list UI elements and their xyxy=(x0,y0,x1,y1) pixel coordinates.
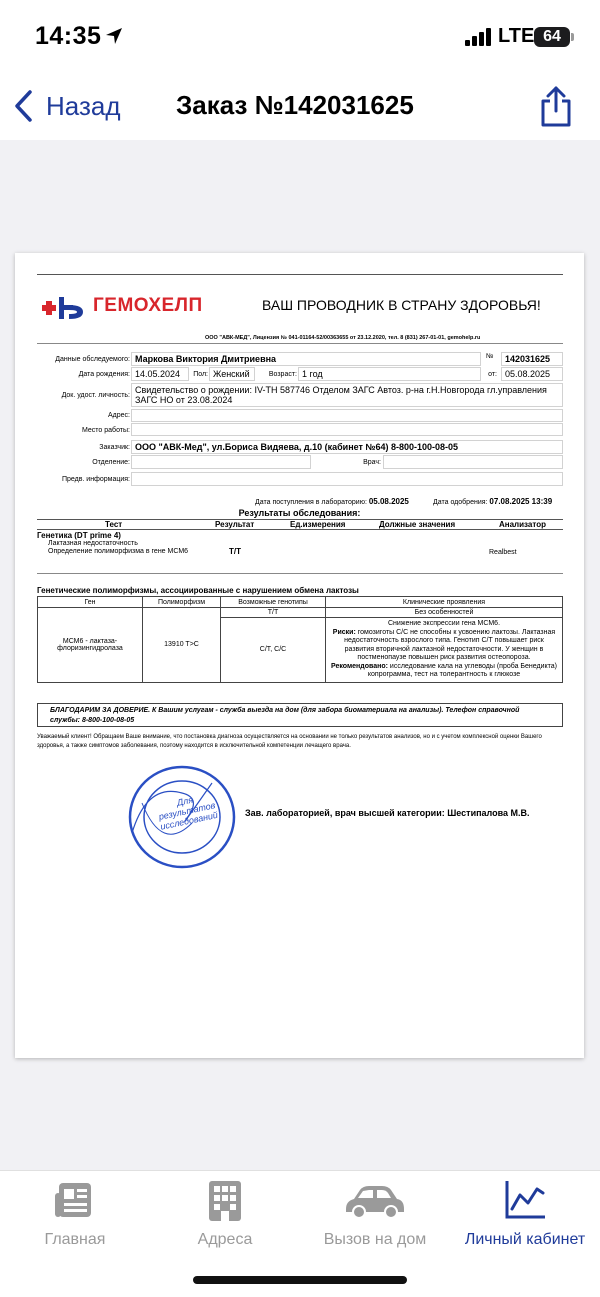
from-date: 05.08.2025 xyxy=(501,367,563,381)
network-label: LTE xyxy=(498,25,535,47)
thanks-box: БЛАГОДАРИМ ЗА ДОВЕРИЕ. К Вашим услугам - служба выезда на дом (для забора биоматериала на анализы). Телефон справочной службы: 8-800-100-08-05 xyxy=(37,703,563,727)
received-label: Дата поступления в лабораторию: xyxy=(255,499,367,506)
poly-col-gene: Ген xyxy=(38,597,143,608)
location-arrow-icon xyxy=(104,26,124,46)
gene-cell: МСМ6 - лактаза-флоризингидролаза xyxy=(38,608,143,683)
genotype-ct-cc: C/T, C/C xyxy=(221,618,326,683)
tab-home-visit-label: Вызов на дом xyxy=(323,1231,427,1248)
poly-col-clinical: Клинические проявления xyxy=(326,597,563,608)
tab-profile[interactable] xyxy=(450,1179,600,1259)
col-analyzer: Анализатор xyxy=(499,520,546,529)
test-result: T/T xyxy=(229,547,241,556)
address-value xyxy=(131,409,563,422)
customer-value: ООО "АВК-Мед", ул.Бориса Видяева, д.10 (кабинет №64) 8-800-100-08-05 xyxy=(131,440,563,454)
number-label: № xyxy=(486,353,494,360)
gemohelp-logo-icon xyxy=(41,295,87,321)
polymorphism-table xyxy=(37,596,563,683)
document-viewer[interactable] xyxy=(0,140,600,1170)
tab-addresses-label: Адреса xyxy=(197,1231,253,1248)
back-label: Назад xyxy=(46,90,121,121)
status-time: 14:35 xyxy=(35,22,102,50)
license-line: ООО "АВК-МЕД", Лицензия № 041-01164-52/00363655 от 23.12.2020, тел. 8 (831) 267-01-01, gemohelp.ru xyxy=(205,335,481,341)
risks-text: гомозиготы С/С не способны к усвоению лактозы. Лактазная недостаточность взрослого типа. Генотип С/Т повышает риск развития вторичной лактазной недостаточности. У женщин в постменопаузе повышен риск развития остеопороза. xyxy=(344,628,556,661)
polymorphism-title: Генетические полиморфизмы, ассоциированные с нарушением обмена лактозы xyxy=(37,586,359,595)
no-features: Без особенностей xyxy=(326,608,563,618)
test-name: Определение полиморфизма в гене МСМ6 xyxy=(48,548,189,555)
sex-label: Пол: xyxy=(193,371,208,378)
brand-name: ГЕМОХЕЛП xyxy=(93,295,203,316)
clinical-line: Снижение экспрессии гена МСМ6. xyxy=(387,620,501,627)
age-label: Возраст: xyxy=(268,371,297,378)
newspaper-icon xyxy=(53,1179,97,1221)
slogan: ВАШ ПРОВОДНИК В СТРАНУ ЗДОРОВЬЯ! xyxy=(262,297,541,313)
col-units: Ед.измерения xyxy=(290,520,346,529)
battery-cap xyxy=(571,33,574,41)
tab-addresses[interactable] xyxy=(150,1179,300,1259)
age-value: 1 год xyxy=(298,367,481,381)
approved-label: Дата одобрения: xyxy=(433,499,488,506)
from-label: от: xyxy=(488,371,497,378)
work-value xyxy=(131,423,563,436)
share-icon[interactable] xyxy=(538,84,574,128)
car-icon xyxy=(342,1179,408,1221)
divider xyxy=(37,529,563,530)
approved-line xyxy=(433,497,552,506)
navigation-bar xyxy=(0,70,600,140)
tab-home-label: Главная xyxy=(44,1231,106,1248)
col-test: Тест xyxy=(105,520,123,529)
genotype-tt: T/T xyxy=(221,608,326,618)
signature-line: Зав. лабораторией, врач высшей категории: Шестипалова М.В. xyxy=(245,808,530,818)
divider xyxy=(37,343,563,344)
status-bar xyxy=(0,0,600,70)
page-title: Заказ №142031625 xyxy=(176,90,414,120)
chevron-left-icon xyxy=(12,89,34,123)
divider xyxy=(37,274,563,275)
approved-date: 07.08.2025 13:39 xyxy=(489,497,553,506)
clinical-cell xyxy=(326,618,563,683)
polymorphism-cell: 13910 T>C xyxy=(143,608,221,683)
col-norm: Должные значения xyxy=(379,520,456,529)
work-label: Место работы: xyxy=(82,427,130,434)
received-line xyxy=(255,497,409,506)
dob-label: Дата рождения: xyxy=(78,371,130,378)
department-label: Отделение: xyxy=(92,459,130,466)
recommended-text: исследование кала на углеводы (проба Бенедикта) копрограмма, тест на толерантность к глюкозе xyxy=(367,662,557,678)
back-button[interactable] xyxy=(12,88,121,124)
patient-name: Маркова Виктория Дмитриевна xyxy=(131,352,481,366)
prelim-value xyxy=(131,472,563,486)
battery-icon: 64 xyxy=(534,27,570,47)
building-icon xyxy=(205,1179,245,1221)
order-number: 142031625 xyxy=(501,352,563,366)
test-analyzer: Realbest xyxy=(489,549,517,556)
tab-profile-label: Личный кабинет xyxy=(464,1231,586,1248)
department-value xyxy=(131,455,311,469)
stamp-text: Для результатов исследований xyxy=(157,794,219,832)
received-date: 05.08.2025 xyxy=(368,497,409,506)
doctor-value xyxy=(383,455,563,469)
tab-home[interactable] xyxy=(0,1179,150,1259)
notice-text: Уважаемый клиент! Обращаем Ваше внимание, что постановка диагноза осуществляется на основании не только результатов анализов, но и с учетом комплексной оценки Вашего здоровья, а также симптомов заболевания, поэтому находится в исключительной компетенции лечащего врача. xyxy=(37,734,542,749)
home-indicator[interactable] xyxy=(193,1276,407,1284)
chart-icon xyxy=(503,1179,547,1221)
dob-value: 14.05.2024 xyxy=(131,367,189,381)
group-subtitle: Лактазная недостаточность xyxy=(48,540,138,547)
sex-value: Женский xyxy=(209,367,255,381)
poly-col-polymorphism: Полиморфизм xyxy=(143,597,221,608)
recommended-label: Рекомендовано: xyxy=(331,662,388,670)
customer-label: Заказчик: xyxy=(99,444,130,451)
lab-report-page xyxy=(15,253,584,1058)
patient-label: Данные обследуемого: xyxy=(55,356,130,363)
signal-icon xyxy=(465,28,493,46)
address-label: Адрес: xyxy=(108,412,130,419)
doctor-label: Врач: xyxy=(363,459,381,466)
prelim-label: Предв. информация: xyxy=(61,476,130,483)
id-document: Свидетельство о рождении: IV-ТН 587746 Отделом ЗАГС Автоз. р-на г.Н.Новгорода гл.управления ЗАГС НО от 23.08.2024 xyxy=(131,383,563,407)
group-title: Генетика (DT prime 4) xyxy=(37,531,121,540)
id-label: Док. удост. личность: xyxy=(61,392,130,399)
tab-home-visit[interactable] xyxy=(300,1179,450,1259)
col-result: Результат xyxy=(215,520,255,529)
results-title: Результаты обследования: xyxy=(238,508,361,518)
poly-col-genotypes: Возможные генотипы xyxy=(221,597,326,608)
risks-label: Риски: xyxy=(332,628,356,636)
divider xyxy=(37,573,563,574)
